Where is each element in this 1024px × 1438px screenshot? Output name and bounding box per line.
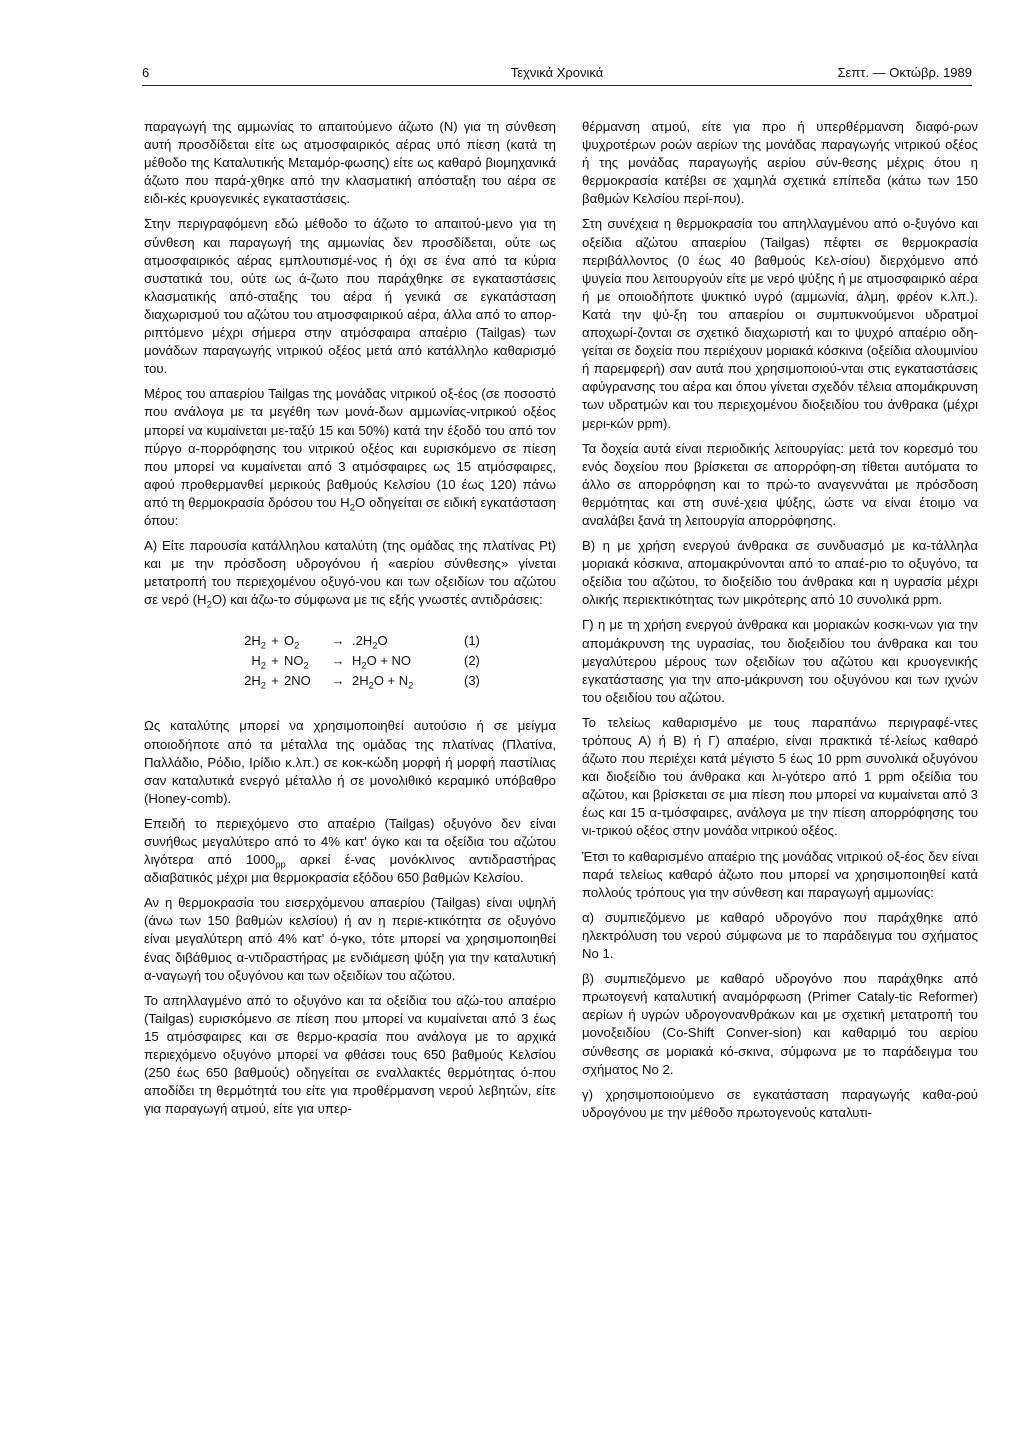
left-column [144,118,556,1125]
reaction-equations [144,631,556,691]
paragraph: Αν η θερμοκρασία του εισερχόμενου απαερίου (Tailgas) είναι υψηλή (άνω των 150 βαθμών κελσίου) ή αν η περιε-κτικότητα σε οξυγόνο είναι μεγαλύτερη από 4% κατ' ό-γκο, τότε μπορεί να χρησιμοποιηθεί ένας διβάθμιος α-ντιδραστήρας με ενδιάμεση ψύξη για την καταλυτική α-ναγωγή του οξυγόνου και των οξειδίων του αζώτου. [144,895,556,983]
running-header [142,63,972,86]
equation-1: $2H_2$ + $O_2$ → $.2H_2O$ (1) [206,631,556,651]
equation-number: (1) [464,633,480,649]
equation-number: (3) [464,673,480,689]
page-number: 6 [142,65,150,80]
paragraph: Επειδή το περιεχόμενο στο απαέριο (Tailgas) οξυγόνο δεν είναι συνήθως μεγαλύτερο από το 4% κατ' όγκο και τα οξείδια του αζώτου λιγότερα από $1000_{pp}$ αρκεί έ-νας μονόκλινος αντιδραστήρας αδιαβατικός μέχρι μια θερμοκρασία εξόδου 650 βαθμών Κελσίου. [144,815,557,886]
paragraph: β) συμπιεζόμενο με καθαρό υδρογόνο που παράχθηκε από πρωτογενή καταλυτική αναμόρφωση (Primer Cataly-tic Reformer) αερίων ή υγρών υδρογονανθράκων και με σχετική μετατροπή του μονοξειδίου (Co-Shift Conver-sion) και καθαριμό του αερίου σύνθεσης σε μοριακά κό-σκινα, σύμφωνα με το παράδειγμα του σχήματος Νο 2. [582,971,978,1077]
paragraph: Β) η με χρήση ενεργού άνθρακα σε συνδυασμό με κα-τάλληλα μοριακά κόσκινα, απομακρύνονται από το απαέ-ριο το οξυγόνο, τα οξείδια του αζώτου, το διοξείδιο του άνθρακα και η υγρασία μέχρι ολικής περιεκτικότητας των μικρότερης από 10 συνολικά ppm. [582,538,978,608]
paragraph: Μέρος του απαερίου Tailgas της μονάδας νιτρικού οξ-έος (σε ποσοστό που ανάλογα με τα μεγέθη των μονά-δων αμμωνίας-νιτρικού οξέος μπορεί να κυμαίνεται με-ταξύ 15 και 50%) κατά την έξοδό του από τον πύργο α-πορρόφησης του νιτρικού οξέος και ευρισκόμενο σε πίεση που μπορεί να κυμαίνεται από 3 ατμόσφαιρες ως 15 ατμόσφαιρες, αφού προθερμανθεί μερικούς βαθμούς Κελσίου (10 έως 120) πάνω από τη θερμοκρασία δρόσου του $H_2O$ οδηγείται σε ειδική εγκατάσταση όπου: [144,386,556,528]
right-column [582,118,978,1129]
journal-title: Τεχνικά Χρονικά [510,65,604,80]
paragraph: παραγωγή της αμμωνίας το απαιτούμενο άζωτο (Ν) για τη σύνθεση αυτή προσδίδεται είτε ως ατμοσφαιρικός αέρας υπό πίεση (κατά τη μέθοδο της Καταλυτικής Μεταμόρ-φωσης) είτε ως καθαρό βιομηχανικά άζωτο που παρά-χθηκε από την κλασματική απόσταξη του αέρα σε ειδι-κές κρυογενικές εγκαταστάσεις. [144,119,556,207]
paragraph: Α) Είτε παρουσία κατάλληλου καταλύτη (της ομάδας της πλατίνας Pt) και με την πρόσδοση υδρογόνου ή «αερίου σύνθεσης» γίνεται μετατροπή του περιεχομένου οξυγό-νου και των οξειδίων του αζώτου σε νερό $(H_2O)$ και άζω-το σύμφωνα με τις εξής γνωστές αντιδράσεις: [144,538,556,611]
equation-2: $H_2$ + $NO_2$ → $H_2O$ + NO (2) [206,651,556,671]
paragraph: Τα δοχεία αυτά είναι περιοδικής λειτουργίας: μετά τον κορεσμό του ενός δοχείου που βρίσκεται σε απορρόφη-ση τίθεται αυτόματα το άλλο σε απορρόφηση και το πρώ-το αναγεννάται με πρόσδοση θερμότητας και στη συνέ-χεια ψύξης, ώστε να είναι έτοιμο να αναλάβει ξανά τη λειτουργία απορρόφησης. [582,440,978,528]
paragraph: Το τελείως καθαρισμένο με τους παραπάνω περιγραφέ-ντες τρόπους Α) ή Β) ή Γ) απαέριο, είναι πρακτικά τέ-λείως καθαρό άζωτο που περιέχει κατά μέγιστο 5 έως 10 ppm συνολικά οξυγόνου και διοξείδιο του άνθρακα και λι-γότερο από 1 ppm οξείδια του αζώτου, και βρίσκεται σε μια πίεση που μπορεί να κυμαίνεται από 3 έως και 15 α-τμόσφαιρες, ανάλογα με την πίεση απορρόφησης του νι-τρικού οξέος στην μονάδα νιτρικού οξέος. [582,714,978,839]
paragraph: γ) χρησιμοποιούμενο σε εγκατάσταση παραγωγής καθα-ρού υδρογόνου με την μέθοδο πρωτογενούς καταλυτι- [582,1086,978,1120]
paragraph: Στη συνέχεια η θερμοκρασία του απηλλαγμένου από ο-ξυγόνο και οξείδια αζώτου απαερίου (Tailgas) πέφτει σε θερμοκρασία περιβάλλοντος (0 έως 40 βαθμούς Κελ-σίου) διερχόμενο από ψυγεία που λειτουργούν είτε με νερό ψύξης ή με ατμοσφαιρικό αέρα ή με οποιοδήποτε ψυκτικό υγρό (αμμωνία, άλμη, φρέον κ.λπ.). Κατά την ψύ-ξη του απαερίου οι συμπυκνούμενοι υδρατμοί αποχωρί-ζονται σε σχετικό διαχωριστή και το ψυχρό απαέριο οδη-γείται σε δοχεία που περιέχουν μοριακά κόσκινα (οξείδια αλουμινίου ή παρεμφερή) σαν αυτά που χρησιμοποιού-νται στις εγκαταστάσεις αφύγρανσης του αέρα και όπου γίνεται σχεδόν τέλεια απομάκρυνση των υδρατμών και του περιεχομένου διοξειδίου του άνθρακα (μέχρι μερι-κών ppm). [582,216,978,431]
paragraph: Το απηλλαγμένο από το οξυγόνο και τα οξείδια του αζώ-του απαέριο (Tailgas) ευρισκόμενο σε πίεση που μπορεί να κυμαίνεται από 3 έως 15 ατμόσφαιρες και σε θερμο-κρασία που ανάλογα με το αρχικά περιεχόμενο οξυγόνο μπορεί να φθάσει τους 650 βαθμούς Κελσίου (250 έως 650 βαθμούς) οδηγείται σε εναλλακτές θερμότητας ό-που αποδίδει τη θερμότητά του είτε για προθέρμανση νερού λεβητών, είτε για παραγωγή ατμού, είτε για υπερ- [144,992,556,1117]
paragraph: Γ) η με τη χρήση ενεργού άνθρακα και μοριακών κοσκι-νων για την απομάκρυνση της υγρασίας, του διοξειδίου του άνθρακα και του μεγαλύτερου μέρους των οξειδίων του αζώτου και κρυογενικής εγκατάστασης για την απο-μάκρυνση του οξυγόνου και των ιχνών του οξειδίου του αζώτου. [582,617,978,705]
equation-number: (2) [464,653,480,669]
equation-3: $2H_2$ + 2NO → $2H_2O + N_2$ (3) [206,671,556,691]
paragraph: α) συμπιεζόμενο με καθαρό υδρογόνο που παράχθηκε από ηλεκτρόλυση του νερού σύμφωνα με το παράδειγμα του σχήματος Νο 1. [582,909,978,962]
paragraph: Έτσι το καθαρισμένο απαέριο της μονάδας νιτρικού οξ-έος δεν είναι παρά τελείως καθαρό άζωτο που μπορεί να χρησιμοποιηθεί κατά πολλούς τρόπους για την σύνθεση και παραγωγή αμμωνίας: [582,848,978,900]
paragraph: Στην περιγραφόμενη εδώ μέθοδο το άζωτο το απαιτού-μενο για τη σύνθεση και παραγωγή της αμμωνίας δεν προσδίδεται, ούτε ως ατμοσφαιρικός αέρας εμπλουτισμέ-νος ή όχι σε ένα από τα κύρια συστατικά του, ούτε ως ά-ζωτο που παράχθηκε σε εγκαταστάσεις κλασματικής από-σταξης του αέρα ή γενικά σε εγκατάσταση διαχωρισμού του αζώτου του ατμοσφαιρικού αέρα, άλλα από το απορ-ριπτόμενο μέχρι σήμερα στην ατμόσφαιρα απαέριο (Tailgas) των μονάδων παραγωγής νιτρικού οξέος μετά από κατάλληλο καθαρισμό του. [144,216,556,377]
paragraph: Ως καταλύτης μπορεί να χρησιμοποιηθεί αυτούσιο ή σε μείγμα οποιοδήποτε από τα μέταλλα της ομάδας της πλατίνας (Πλατίνα, Παλλάδιο, Ρόδιο, Ιρίδιο κ.λπ.) σε κοκ-κώδη μορφή ή μορφή παστίλιας σαν καταλυτικά ενεργό μέταλλο ή σε μονολιθικό κεραμικό υπόβαθρο (Honey-comb). [144,718,556,806]
paragraph: θέρμανση ατμού, είτε για προ ή υπερθέρμανση διαφό-ρων ψυχροτέρων ροών αερίων της μονάδας παραγωγής νιτρικού οξέος ή της μονάδας παραγωγής αερίου σύν-θεσης μέχρις ότου η θερμοκρασία κατέβει σε χαμηλά σχετικά επίπεδα (κάτω των 150 βαθμών Κελσίου περί-που). [582,119,978,207]
issue-date: Σεπτ. — Οκτώβρ. 1989 [837,65,972,80]
